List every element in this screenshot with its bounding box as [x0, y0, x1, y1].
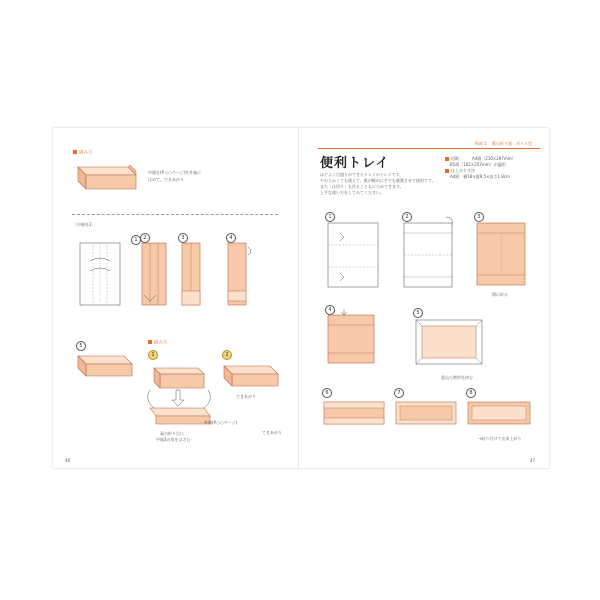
right-step-circle-6: 6	[322, 388, 332, 398]
note-bottom-1: 裏の折り目に	[160, 431, 184, 436]
assembly-note-1: 中箱を(P.○○ページ)を外箱に	[148, 170, 202, 175]
right-step1-sheet	[326, 223, 382, 289]
right-step-circle-3: 3	[474, 212, 484, 222]
right-done-label: →貼り付けて出来上がり	[478, 436, 522, 441]
right-step-circle-7: 7	[394, 388, 404, 398]
dashed-divider	[72, 214, 278, 215]
section-label: ［中箱を2］	[73, 222, 96, 227]
right-step4-sheet	[326, 313, 382, 373]
right-step2-sheet	[402, 223, 458, 289]
assembly-note-2: はめて、できあがり	[148, 177, 184, 182]
page-gutter	[298, 128, 299, 468]
step-circle-y2: 2	[222, 350, 232, 360]
left-assembly-box	[146, 360, 216, 440]
intro-line-1: ほどよく目盛りができたトレイのトレイです。	[320, 172, 404, 177]
intro-line-2: やわらかくても使えて、紙が軽めに手でも補強させて使用です。	[320, 178, 436, 183]
spec-1: A4紙（210×297mm）	[472, 156, 516, 161]
assembly2-heading: 組み方	[148, 340, 168, 347]
left-fold-step4	[224, 243, 256, 313]
step-circle-3: 3	[178, 233, 188, 243]
overlap-note: 重ねた箇所を挟む	[441, 375, 473, 380]
right-step-circle-8: 8	[466, 388, 476, 398]
left-done-label-1: できあがり	[236, 394, 256, 399]
note-bottom-2: 中箱3の角をはさむ	[156, 437, 191, 442]
right-step5-sheet	[414, 318, 490, 378]
step-circle-y1: 1	[148, 350, 158, 360]
left-done-label-2: できあがり	[262, 430, 282, 435]
note-side: 外箱(P.○○ページ)	[204, 420, 238, 425]
step-circle-2: 2	[140, 233, 150, 243]
left-fold-step3	[178, 243, 210, 313]
intro-line-3: また「仕切り」も作ることもにためできます。	[320, 184, 404, 189]
size-label: 仕上がり寸法	[445, 168, 475, 173]
assembly-heading: 組み方	[73, 150, 93, 157]
right-step8-box	[466, 398, 532, 434]
page-number-right: 47	[530, 458, 536, 463]
spec-label: 用紙	[445, 156, 459, 161]
left-fold-step2	[138, 243, 174, 313]
header-rule	[318, 148, 540, 149]
tray-illustration-top	[70, 163, 140, 193]
left-finished-tray	[220, 362, 284, 392]
bullet-icon	[148, 340, 152, 344]
right-step7-box	[394, 398, 460, 434]
page-title: 便利トレイ	[320, 156, 390, 171]
right-step6-box	[322, 398, 388, 434]
header-tag: Part 1 紙の折り箱 ボトル型	[475, 141, 532, 146]
size-value: A4紙 横18×縦9.5×高さ1.8cm	[450, 174, 510, 179]
right-step-circle-2: 2	[402, 212, 412, 222]
bullet-icon	[445, 169, 449, 173]
right-step-circle-5: 5	[413, 308, 423, 318]
page-number-left: 46	[65, 458, 71, 463]
step-circle-1: 1	[131, 235, 141, 245]
fold-note: 間に折る	[492, 292, 508, 297]
step-circle-4: 4	[226, 233, 236, 243]
intro-line-4: 上手な使い方をしてみてください。	[320, 190, 384, 195]
right-step-circle-4: 4	[325, 305, 335, 315]
right-step-circle-1: 1	[325, 212, 335, 222]
spec-2: B5紙（182×257mm）が適用	[450, 162, 506, 167]
right-step3-sheet	[475, 223, 531, 289]
bullet-icon	[73, 150, 77, 154]
left-fold-step1-sheet	[80, 243, 130, 313]
bullet-icon	[445, 157, 449, 161]
step-circle-5: 5	[76, 341, 86, 351]
left-tray-step5	[74, 350, 138, 380]
